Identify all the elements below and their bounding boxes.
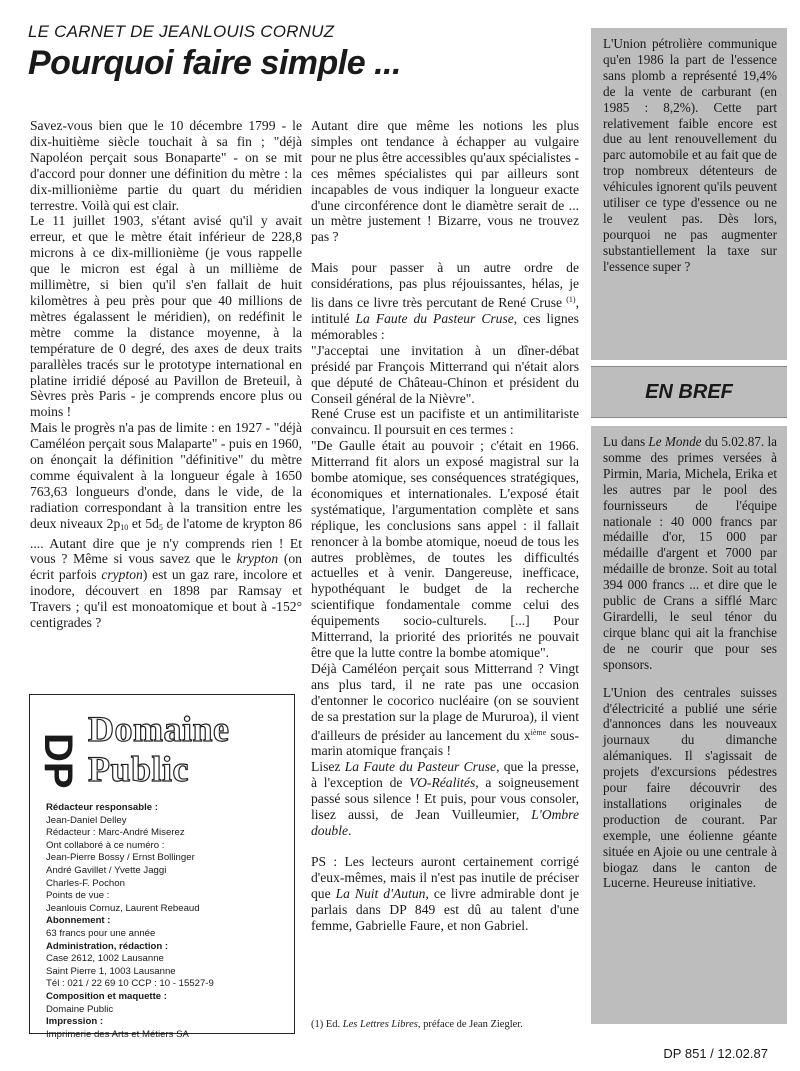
en-bref-box	[591, 426, 787, 1024]
article-column-2	[311, 118, 579, 933]
paragraph: Lisez La Faute du Pasteur Cruse, que la presse, à l'exception de VO-Réalités, a soigneusement passé sous silence ! Et puis, pour vous consoler, lisez aussi, de Jean Vuilleumier, L'Ombre double.	[311, 759, 579, 838]
sidebar-top-text: L'Union pétrolière communique qu'en 1986 la part de l'essence sans plomb a représenté 19,4% de la vente de carburant (en 1985 : 8,2%). Cette part relativement faible encore est due au lent renouvellement du parc automobile et au fait que de trop nombreux détenteurs de véhicules ignorent qu'ils peuvent utiliser ce type d'essence ou ne le veulent pas. Dès lors, pourquoi ne pas augmenter substantiellement la taxe sur l'essence super ?	[603, 36, 777, 274]
paragraph: René Cruse est un pacifiste et un antimilitariste convaincu. Il poursuit en ces termes :	[311, 406, 579, 438]
footnote: (1) Ed. Les Lettres Libres, préface de Jean Ziegler.	[311, 1019, 523, 1030]
credit-line: André Gavillet / Yvette Jaggi	[46, 864, 167, 876]
credit-line: Jean-Daniel Delley	[46, 814, 127, 826]
credit-line: Case 2612, 1002 Lausanne	[46, 953, 164, 965]
credit-line: Jean-Pierre Bossy / Ernst Bollinger	[46, 852, 195, 864]
paragraph: Autant dire que même les notions les plus simples ont tendance à échapper au vulgaire pour ne plus être accessibles qu'aux spécialistes - ces mêmes spécialistes qui par ailleurs sont incapables de vous indiquer la longueur exacte d'une circonférence dont le diamètre serait de ... un mètre justement ! Bizarre, vous ne trouvez pas ?	[311, 118, 579, 245]
masthead-title-public: Public	[88, 749, 190, 789]
masthead-credits	[46, 802, 214, 1041]
credit-line: Imprimerie des Arts et Métiers SA	[46, 1028, 189, 1040]
en-bref-text	[603, 434, 777, 903]
credit-line: Rédacteur responsable :	[46, 802, 158, 813]
brief-item: Lu dans Le Monde du 5.02.87. la somme des primes versées à Pirmin, Maria, Michela, Erika et les autres par le pool des fournisseurs de l'équipe nationale : 40 000 francs par médaille d'or, 15 000 par médaille d'argent et 7000 par médaille de bronze. Soit au total 394 000 francs ... et dire que le public de Crans a sifflé Marc Girardelli, le seul ténor du cirque blanc qui ait la franchise de ne courir que pour ses sponsors.	[603, 434, 777, 672]
credit-line: Administration, rédaction :	[46, 940, 169, 952]
credit-line: Impression :	[46, 1016, 104, 1028]
page-reference: DP 851 / 12.02.87	[663, 1046, 768, 1061]
credit-line: Domaine Public	[46, 1003, 114, 1015]
credit-line: Ont collaboré à ce numéro :	[46, 839, 165, 851]
credit-line: 63 francs pour une année	[46, 927, 156, 939]
column-kicker: LE CARNET DE JEANLOUIS CORNUZ	[28, 22, 335, 41]
paragraph: Le 11 juillet 1903, s'étant avisé qu'il y avait erreur, et que le mètre était inférieur de 228,8 microns à ce dix-millionième (je vous rappelle que le micron est égal à un millième de millimètre, si bien qu'il s'en fallait de huit kilomètres à peu près pour que 40 millions de mètres égalassent le méridien), on redéfinit le mètre comme la distance moyenne, à la température de 0 degré, des axes de deux traits parallèles tracés sur le prototype international en platine irridié déposé au Pavillon de Breteuil, à Sèvres près Paris - je comprends encore plus ou moins !	[30, 213, 302, 420]
dp-logo: DP	[36, 733, 80, 789]
article-column-1	[30, 118, 302, 631]
quote: "J'acceptai une invitation à un dîner-débat présidé par François Mitterrand qui n'était alors que député de Château-Chinon et président du Conseil général de la Nièvre".	[311, 342, 579, 406]
paragraph: Mais pour passer à un autre ordre de considérations, pas plus réjouissantes, hélas, je lis dans ce livre très percutant de René Cruse $^{(1)}$, intitulé La Faute du Pasteur Cruse, ces lignes mémorables :	[311, 260, 579, 342]
en-bref-title: EN BREF	[645, 381, 733, 403]
quote: "De Gaulle était au pouvoir ; c'était en 1966. Mitterrand fit alors un exposé magistral sur la bombe atomique, ses conséquences stratégiques, économiques et internationales. L'exposé était systématique, l'argumentation complète et sans réplique, les conclusions sans appel : il fallait renoncer à la bombe atomique, noeud de tous les autres problèmes, de toutes les difficultés actuelles et à venir. Dangereuse, inefficace, hypothéquant le budget de la recherche scientifique fondamentale comme celui des équipements socio-culturels. [...] Pour Mitterrand, la priorité des priorités ne pouvait être que la lutte contre la bombe atomique".	[311, 438, 579, 660]
masthead-title-domaine: Domaine	[88, 709, 230, 749]
credit-line: Charles-F. Pochon	[46, 877, 125, 889]
paragraph: Déjà Caméléon perçait sous Mitterrand ? Vingt ans plus tard, il ne rate pas une occasion d'entonner le cocorico nucléaire (on se souvient de sa prestation sur la plage de Mururoa), il vient d'ailleurs de présider au lancement du $x^{ième}$ sous-marin atomique français !	[311, 660, 579, 759]
credit-line: Tél : 021 / 22 69 10 CCP : 10 - 15527-9	[46, 978, 214, 990]
credit-line: Points de vue :	[46, 890, 110, 902]
credit-line: Rédacteur : Marc-André Miserez	[46, 827, 185, 839]
credit-line: Saint Pierre 1, 1003 Lausanne	[46, 965, 176, 977]
masthead-box	[29, 694, 295, 1040]
paragraph: Savez-vous bien que le 10 décembre 1799 - le dix-huitième siècle touchait à sa fin ; "déjà Napoléon perçait sous Bonaparte" - on se mit d'accord pour donner une définition du mètre : la dix-millionième partie du quart du méridien terrestre. Voilà qui est clair.	[30, 118, 302, 213]
credit-line: Composition et maquette :	[46, 990, 167, 1002]
paragraph: Mais le progrès n'a pas de limite : en 1927 - "déjà Caméléon perçait sous Malaparte" - puis en 1960, on énonçait la définition "définitive" du mètre comme équivalent à la longueur égale à 1650 763,63 longueurs d'onde, dans le vide, de la radiation correspondant à la transition entre les deux niveaux $2p_{10}$ et $5d_5$ de l'atome de krypton 86 .... Autant dire que je n'y comprends rien ! Et vous ? Même si vous savez que le krypton (on écrit parfois crypton) est un gaz rare, incolore et inodore, découvert en 1898 par Ramsay et Travers ; qu'il est monoatomique et bout à -152° centigrades ?	[30, 420, 303, 631]
credit-line: Jeanlouis Cornuz, Laurent Rebeaud	[46, 902, 200, 914]
brief-item: L'Union des centrales suisses d'électricité a publié une série d'annonces dans les nouveaux journaux du dimanche alémaniques. Il s'agissait de projets d'excursions pédestres pour faire découvrir des installations originales de production de courant. Par exemple, une éolienne géante située en Ajoie ou une centrale à biogaz dans le canton de Lucerne. Heureuse initiative.	[603, 684, 777, 891]
article-headline: Pourquoi faire simple ...	[28, 44, 401, 82]
sidebar-top-box	[591, 28, 787, 360]
credit-line: Abonnement :	[46, 915, 111, 927]
postscript: PS : Les lecteurs auront certainement corrigé d'eux-mêmes, mais il n'est pas inutile de préciser que La Nuit d'Autun, ce livre admirable dont je parlais dans DP 849 est dû au talent d'une femme, Gabrielle Faure, et non Gabriel.	[311, 853, 580, 933]
en-bref-header	[591, 366, 787, 418]
